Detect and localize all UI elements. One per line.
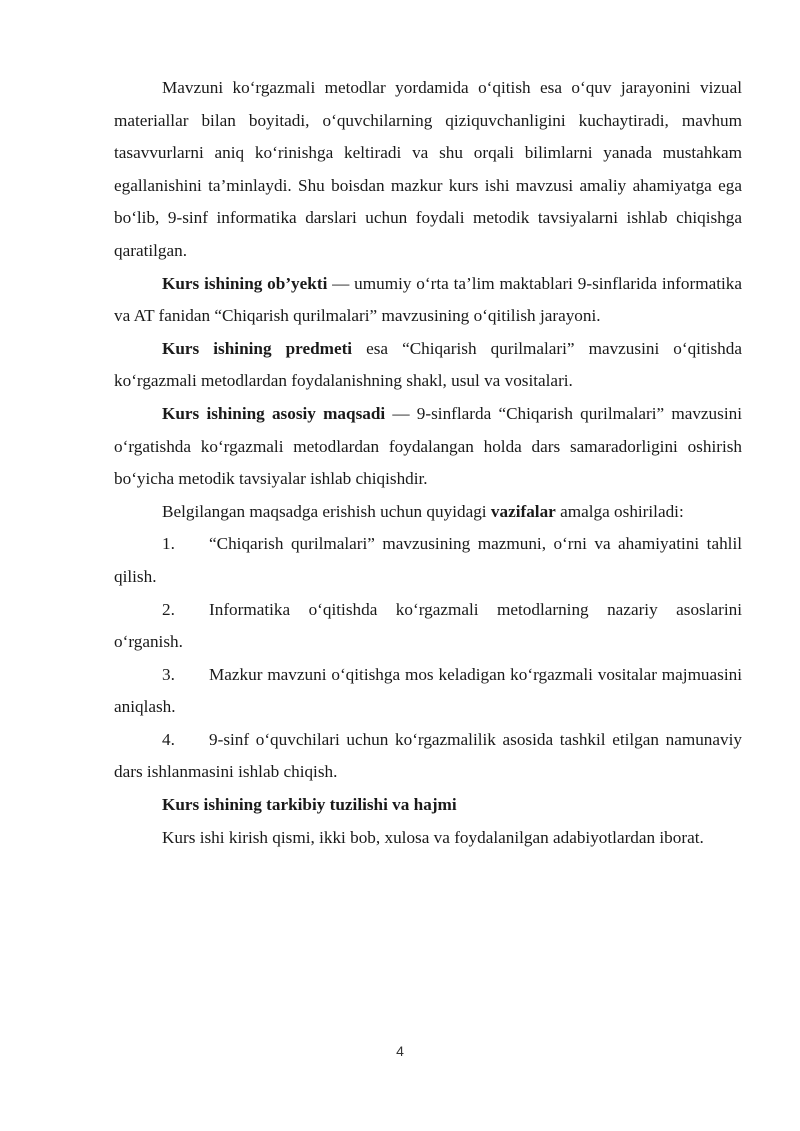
object-text: — umumiy o‘rta ta’lim maktablari 9-sinflarida informatika va AT fanidan “Chiqarish qurilmalari” mavzusining o‘qitilish jarayoni. <box>114 273 742 326</box>
structure-heading: Kurs ishining tarkibiy tuzilishi va hajmi <box>162 795 457 815</box>
tasks-label: vazifalar <box>490 501 556 521</box>
tasks-intro-post: amalga oshiriladi: <box>555 501 684 521</box>
task-item <box>114 528 742 593</box>
task-item <box>114 594 742 659</box>
task-text: Mazkur mavzuni o‘qitishga mos keladigan ko‘rgazmali vositalar majmuasini aniqlash. <box>114 664 742 717</box>
task-item <box>114 724 742 789</box>
object-label: Kurs ishining ob’yekti <box>162 273 328 293</box>
intro-paragraph: Mavzuni ko‘rgazmali metodlar yordamida o‘qitish esa o‘quv jarayonini vizual materiallar bilan boyitadi, o‘quvchilarning qiziquvchanligini kuchaytiradi, mavhum tasavvurlarni aniq ko‘rinishga keltiradi va shu orqali bilimlarni yanada mustahkam egallanishini ta’minlaydi. Shu boisdan mazkur kurs ishi mavzusi amaliy ahamiyatga ega bo‘lib, 9-sinf informatika darslari uchun foydali metodik tavsiyalarni ishlab chiqishga qaratilgan. <box>114 78 742 260</box>
structure-paragraph: Kurs ishi kirish qismi, ikki bob, xulosa va foydalanilgan adabiyotlardan iborat. <box>162 827 704 847</box>
task-number: 2. <box>162 599 175 619</box>
subject-paragraph <box>114 333 742 398</box>
task-number: 1. <box>162 534 175 554</box>
task-text: Informatika o‘qitishda ko‘rgazmali metodlarning nazariy asoslarini o‘rganish. <box>114 599 742 652</box>
page-number: 4 <box>396 1043 404 1059</box>
task-item <box>114 659 742 724</box>
task-text: “Chiqarish qurilmalari” mavzusining mazmuni, o‘rni va ahamiyatini tahlil qilish. <box>114 534 742 586</box>
goal-text: — 9-sinflarda “Chiqarish qurilmalari” mavzusini o‘rgatishda ko‘rgazmali metodlardan foydalangan holda dars samaradorligini oshirish bo‘yicha metodik tavsiyalar ishlab chiqishdir. <box>114 403 742 489</box>
goal-paragraph <box>114 398 742 496</box>
document-body <box>114 72 742 854</box>
task-number: 4. <box>162 729 175 749</box>
subject-label: Kurs ishining predmeti <box>162 338 353 358</box>
task-number: 3. <box>162 664 175 684</box>
goal-label: Kurs ishining asosiy maqsadi <box>162 403 386 423</box>
object-paragraph <box>114 268 742 333</box>
tasks-intro-pre: Belgilangan maqsadga erishish uchun quyidagi <box>162 501 491 521</box>
tasks-intro-paragraph <box>114 496 742 529</box>
subject-text: esa “Chiqarish qurilmalari” mavzusini o‘qitishda ko‘rgazmali metodlardan foydalanishning shakl, usul va vositalari. <box>114 338 742 391</box>
task-text: 9-sinf o‘quvchilari uchun ko‘rgazmalilik asosida tashkil etilgan namunaviy dars ishlanmasini ishlab chiqish. <box>114 729 742 782</box>
